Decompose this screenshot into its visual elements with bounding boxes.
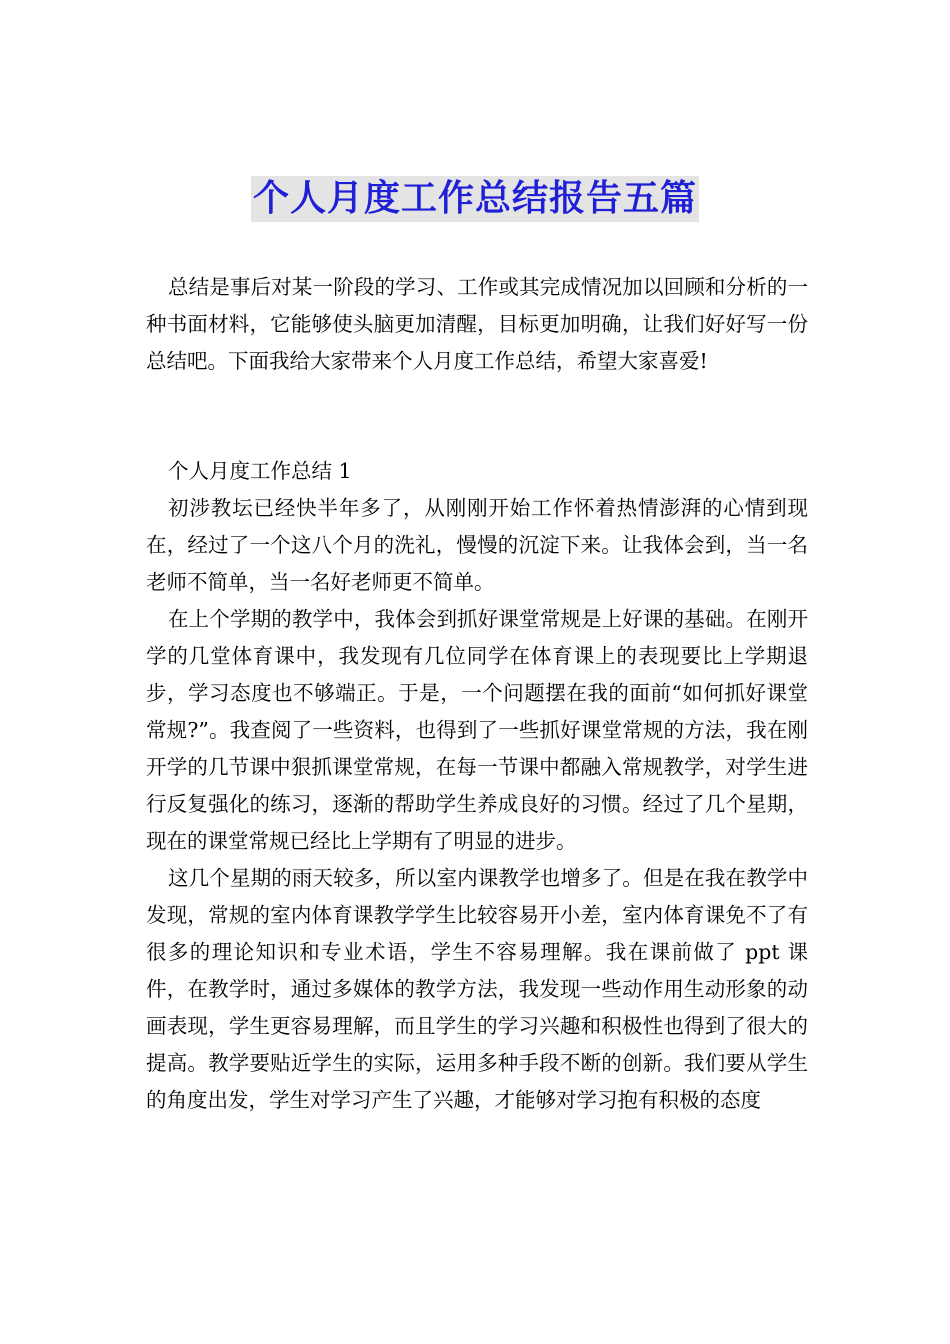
- document-title: 个人月度工作总结报告五篇: [251, 176, 699, 222]
- section-heading: 个人月度工作总结 1: [168, 459, 352, 483]
- body-paragraph: 初涉教坛已经快半年多了，从刚刚开始工作怀着热情澎湃的心情到现在，经过了一个这八个月的洗礼，慢慢的沉淀下来。让我体会到，当一名老师不简单，当一名好老师更不简单。: [146, 496, 808, 594]
- title-container: [0, 176, 950, 222]
- intro-paragraph: 总结是事后对某一阶段的学习、工作或其完成情况加以回顾和分析的一种书面材料，它能够使头脑更加清醒，目标更加明确，让我们好好写一份总结吧。下面我给大家带来个人月度工作总结，希望大家喜爱!: [146, 275, 808, 373]
- body-paragraph: 这几个星期的雨天较多，所以室内课教学也增多了。但是在我在教学中发现，常规的室内体育课教学学生比较容易开小差，室内体育课免不了有很多的理论知识和专业术语，学生不容易理解。我在课前做了 ppt 课件，在教学时，通过多媒体的教学方法，我发现一些动作用生动形象的动画表现，学生更容易理解，而且学生的学习兴趣和积极性也得到了很大的提高。教学要贴近学生的实际，运用多种手段不断的创新。我们要从学生的角度出发，学生对学习产生了兴趣，才能够对学习抱有积极的态度: [146, 866, 808, 1112]
- body-paragraph: 在上个学期的教学中，我体会到抓好课堂常规是上好课的基础。在刚开学的几堂体育课中，我发现有几位同学在体育课上的表现要比上学期退步，学习态度也不够端正。于是，一个问题摆在我的面前“如何抓好课堂常规?”。我查阅了一些资料，也得到了一些抓好课堂常规的方法，我在刚开学的几节课中狠抓课堂常规，在每一节课中都融入常规教学，对学生进行反复强化的练习，逐渐的帮助学生养成良好的习惯。经过了几个星期，现在的课堂常规已经比上学期有了明显的进步。: [146, 607, 808, 853]
- intro-block: [146, 269, 808, 380]
- section-block: [146, 453, 808, 1119]
